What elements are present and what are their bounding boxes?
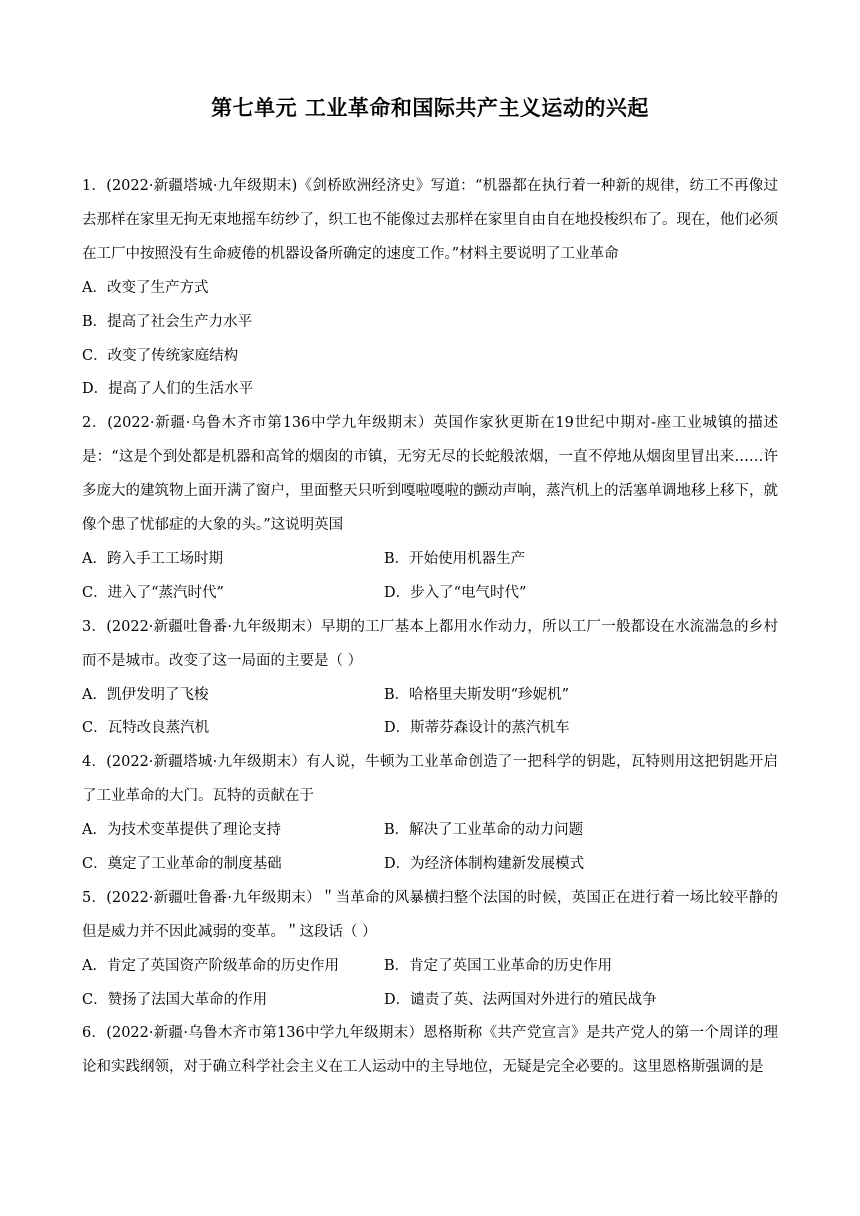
option-c: C．改变了传统家庭结构 [82, 347, 239, 364]
question-6 [82, 1017, 778, 1085]
question-1 [82, 170, 778, 407]
question-3 [82, 611, 778, 747]
option-row [82, 950, 778, 984]
question-4 [82, 746, 778, 882]
option-d: D．谴责了英、法两国对外进行的殖民战争 [384, 991, 657, 1008]
question-stem: 1．(2022·新疆塔城·九年级期末)《剑桥欧洲经济史》写道：“机器都在执行着一种新的规律，纺工不再像过去那样在家里无拘无束地摇车纺纱了，织工也不能像过去那样在家里自由自在地投梭织布了。现在，他们必须在工厂中按照没有生命疲倦的机器设备所确定的速度工作。”材料主要说明了工业革命 [82, 178, 778, 262]
question-stem: 3．(2022·新疆吐鲁番·九年级期末）早期的工厂基本上都用水作动力，所以工厂一般都设在水流湍急的乡村而不是城市。改变了这一局面的主要是（ ） [82, 618, 778, 669]
option-d: D．为经济体制构建新发展模式 [384, 855, 585, 872]
option-a: A．凯伊发明了飞梭 [82, 686, 209, 703]
option-c: C．瓦特改良蒸汽机 [82, 720, 210, 737]
option-a: A．肯定了英国资产阶级革命的历史作用 [82, 957, 339, 974]
question-stem: 6．(2022·新疆·乌鲁木齐市第136中学九年级期末）恩格斯称《共产党宣言》是共产党人的第一个周详的理论和实践纲领，对于确立科学社会主义在工人运动中的主导地位，无疑是完全必要的。这里恩格斯强调的是 [82, 1025, 778, 1076]
option-row [82, 679, 778, 713]
option-d: D．斯蒂芬森设计的蒸汽机车 [384, 720, 570, 737]
option-c: C．奠定了工业革命的制度基础 [82, 855, 282, 872]
option-d: D．提高了人们的生活水平 [82, 381, 254, 398]
option-a: A．改变了生产方式 [82, 279, 209, 296]
option-row [82, 848, 778, 882]
question-stem: 5．(2022·新疆吐鲁番·九年级期末）＂当革命的风暴横扫整个法国的时候，英国正在进行着一场比较平静的但是威力并不因此减弱的变革。＂这段话（ ） [82, 889, 778, 940]
option-b: B．肯定了英国工业革命的历史作用 [384, 957, 613, 974]
question-2 [82, 407, 778, 610]
option-b: B．哈格里夫斯发明“珍妮机” [384, 686, 569, 703]
option-row [82, 814, 778, 848]
option-b: B．提高了社会生产力水平 [82, 313, 253, 330]
option-c: C．赞扬了法国大革命的作用 [82, 991, 268, 1008]
question-stem: 2．(2022·新疆·乌鲁木齐市第136中学九年级期末）英国作家狄更斯在19世纪中期对-座工业城镇的描述是：“这是个到处都是机器和高耸的烟囱的市镇，无穷无尽的长蛇般浓烟，一直不停地从烟囱里冒出来……许多庞大的建筑物上面开满了窗户，里面整天只听到嘎啦嘎啦的颤动声响，蒸汽机上的活塞单调地移上移下，就像个患了忧郁症的大象的头。”这说明英国 [82, 415, 778, 533]
option-row [82, 712, 778, 746]
option-b: B．解决了工业革命的动力问题 [384, 822, 584, 839]
question-stem: 4．(2022·新疆塔城·九年级期末）有人说，牛顿为工业革命创造了一把科学的钥匙，瓦特则用这把钥匙开启了工业革命的大门。瓦特的贡献在于 [82, 754, 778, 805]
question-list [82, 170, 778, 1085]
option-row [82, 543, 778, 577]
question-5 [82, 882, 778, 1018]
option-b: B．开始使用机器生产 [384, 550, 526, 567]
option-a: A．为技术变革提供了理论支持 [82, 822, 281, 839]
option-row [82, 984, 778, 1018]
option-c: C．进入了“蒸汽时代” [82, 584, 224, 601]
option-a: A．跨入手工工场时期 [82, 550, 223, 567]
option-d: D．步入了“电气时代” [384, 584, 527, 601]
page-title: 第七单元 工业革命和国际共产主义运动的兴起 [211, 96, 649, 120]
option-row [82, 577, 778, 611]
